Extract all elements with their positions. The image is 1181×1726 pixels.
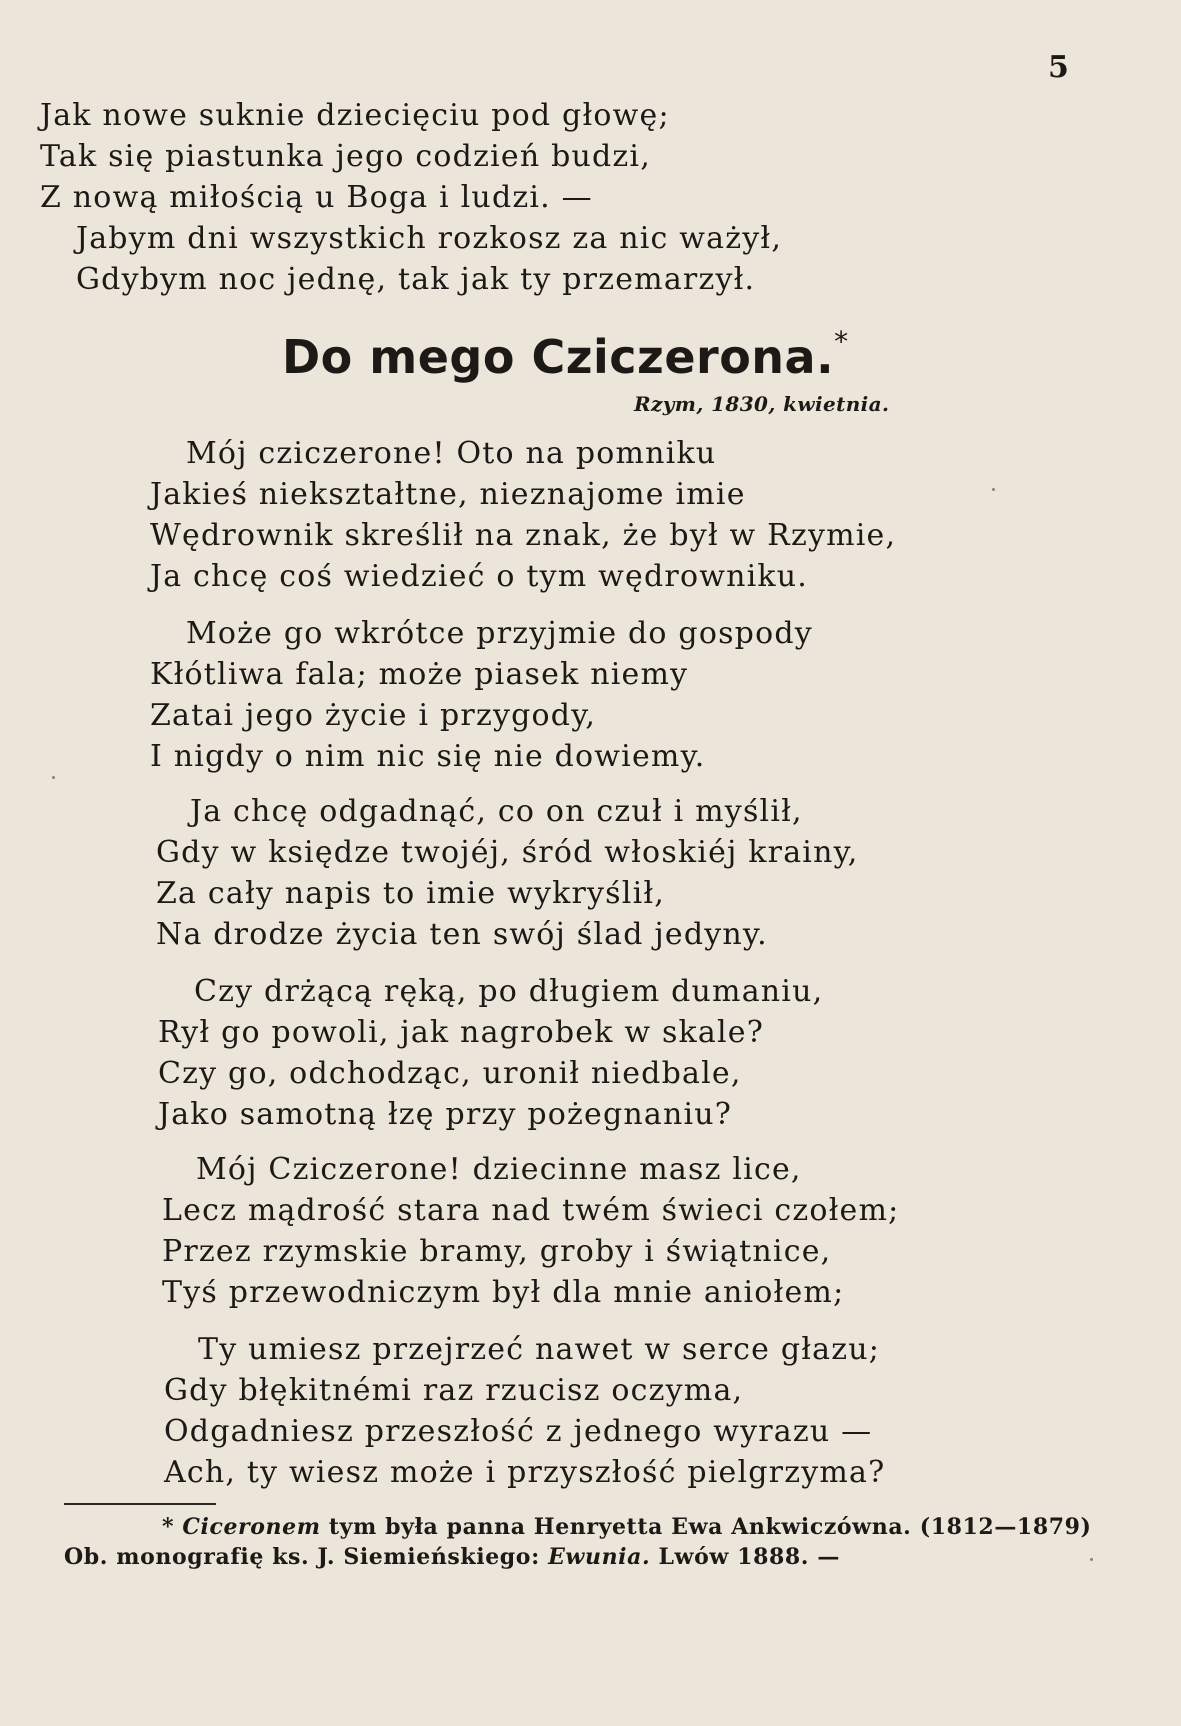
poem-dateline: Rzym, 1830, kwietnia. (634, 392, 890, 416)
verse-line: Za cały napis to imie wykryślił, (156, 876, 666, 911)
footnote-line-2 (64, 1542, 840, 1572)
verse-line: Mój Cziczerone! dziecinne masz lice, (196, 1152, 802, 1187)
verse-line: Przez rzymskie bramy, groby i świątnice, (162, 1234, 832, 1269)
verse-line: Czy go, odchodząc, uronił niedbale, (158, 1056, 742, 1091)
verse-line: Ja chcę coś wiedzieć o tym wędrowniku. (150, 559, 809, 594)
verse-line: Gdy błękitnémi raz rzucisz oczyma, (164, 1373, 744, 1408)
verse-line: Jabym dni wszystkich rozkosz za nic ważył, (76, 221, 783, 256)
footnote-italic: Ewunia. (548, 1544, 651, 1570)
paper-speck (1090, 1558, 1093, 1561)
footnote-marker: * (834, 325, 849, 358)
paper-speck (52, 776, 55, 779)
footnote-italic: Ciceronem (182, 1514, 321, 1540)
footnote-text: Lwów 1888. — (650, 1544, 840, 1570)
verse-line: Gdy w księdze twojéj, śród włoskiéj krainy, (156, 835, 859, 870)
verse-line: Odgadniesz przeszłość z jednego wyrazu — (164, 1414, 873, 1449)
verse-line: Jak nowe suknie dziecięciu pod głowę; (40, 98, 670, 133)
verse-line: Jako samotną łzę przy pożegnaniu? (158, 1097, 733, 1132)
verse-line: Kłótliwa fala; może piasek niemy (150, 657, 689, 692)
verse-line: Czy drżącą ręką, po długiem dumaniu, (194, 974, 824, 1009)
verse-line: Gdybym noc jednę, tak jak ty przemarzył. (76, 262, 756, 297)
footnote-rule (64, 1503, 216, 1505)
verse-line: Na drodze życia ten swój ślad jedyny. (156, 917, 768, 952)
verse-line: I nigdy o nim nic się nie dowiemy. (150, 739, 706, 774)
verse-line: Wędrownik skreślił na znak, że był w Rzymie, (150, 518, 897, 553)
verse-line: Tak się piastunka jego codzień budzi, (40, 139, 651, 174)
page-number: 5 (1048, 50, 1069, 85)
poem-title-text: Do mego Cziczerona. (282, 330, 835, 384)
verse-line: Ach, ty wiesz może i przyszłość pielgrzyma? (164, 1455, 886, 1490)
footnote-line-1 (162, 1512, 1092, 1542)
verse-line: Zatai jego życie i przygody, (150, 698, 597, 733)
verse-line: Lecz mądrość stara nad twém świeci czołem; (162, 1193, 900, 1228)
footnote-text: tym była panna Henryetta Ewa Ankwiczówna. (1812—1879) (320, 1514, 1092, 1540)
verse-line: Z nową miłością u Boga i ludzi. — (40, 180, 593, 215)
footnote-text: Ob. monografię ks. J. Siemieńskiego: (64, 1544, 549, 1570)
paper-speck (992, 488, 995, 491)
verse-line: Ja chcę odgadnąć, co on czuł i myślił, (190, 794, 803, 829)
verse-line: Tyś przewodniczym był dla mnie aniołem; (162, 1275, 845, 1310)
verse-line: Mój cziczerone! Oto na pomniku (186, 436, 717, 471)
verse-line: Ty umiesz przejrzeć nawet w serce głazu; (198, 1332, 881, 1367)
verse-line: Rył go powoli, jak nagrobek w skale? (158, 1015, 765, 1050)
poem-title (282, 325, 849, 384)
verse-line: Jakieś niekształtne, nieznajome imie (150, 477, 746, 512)
verse-line: Może go wkrótce przyjmie do gospody (186, 616, 813, 651)
footnote-asterisk: * (162, 1514, 183, 1540)
